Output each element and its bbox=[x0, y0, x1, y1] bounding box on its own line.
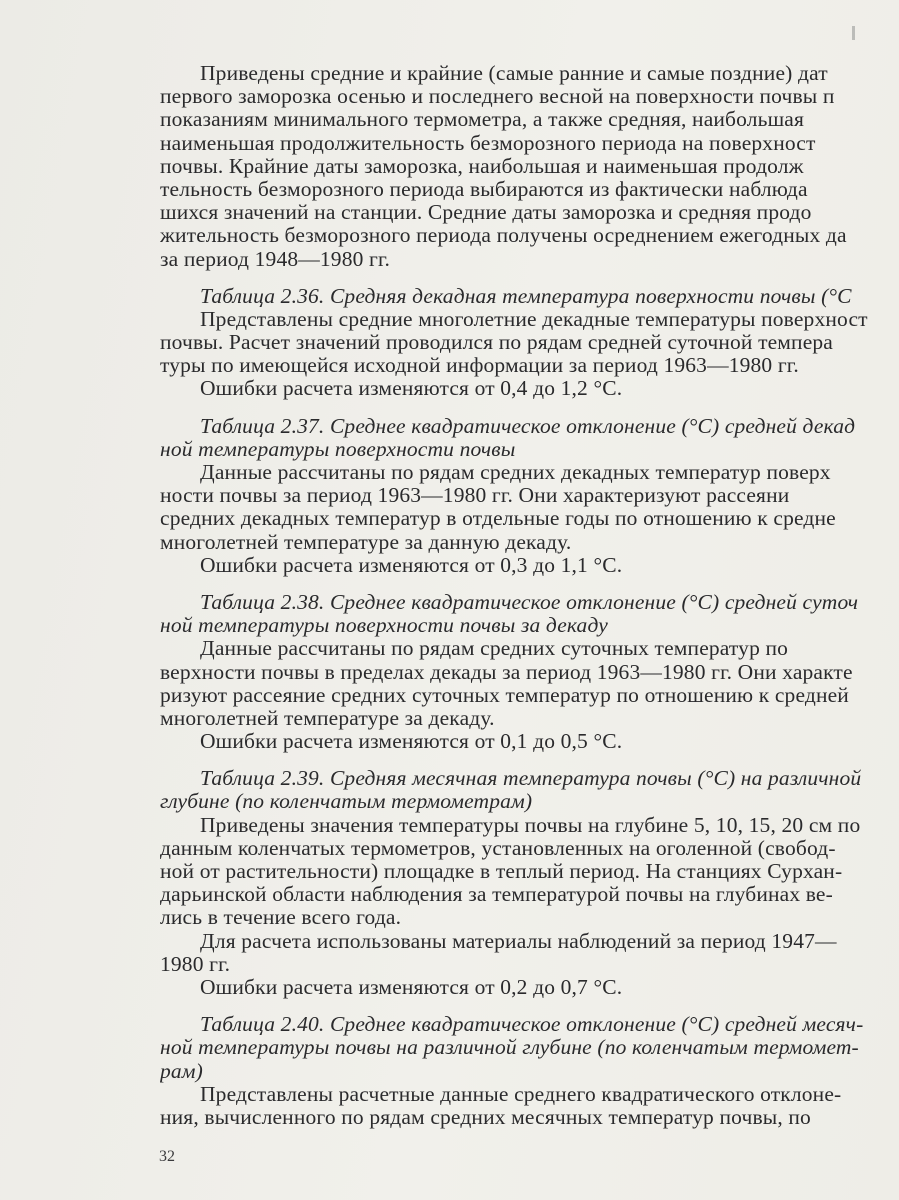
text-line: многолетней температуре за данную декаду. bbox=[160, 529, 572, 554]
table-caption bbox=[160, 415, 899, 461]
caption-line: ной температуры поверхности почвы bbox=[160, 436, 516, 461]
paragraph-gap bbox=[160, 999, 899, 1013]
table-caption bbox=[160, 767, 899, 813]
body-paragraph bbox=[160, 461, 899, 577]
caption-line: Таблица 2.38. Среднее квадратическое отклонение (°С) средней суточ bbox=[200, 589, 859, 614]
text-line: Представлены средние многолетние декадные температуры поверхност bbox=[200, 306, 868, 331]
text-line: дарьинской области наблюдения за температурой почвы на глубинах ве- bbox=[160, 882, 833, 907]
caption-line: ной температуры почвы на различной глубине (по коленчатым термомет- bbox=[160, 1035, 859, 1060]
text-line: Ошибки расчета изменяются от 0,2 до 0,7 °С. bbox=[200, 974, 623, 999]
text-line: лись в течение всего года. bbox=[160, 905, 402, 930]
page-number: 32 bbox=[159, 1148, 175, 1165]
text-line: туры по имеющейся исходной информации за период 1963—1980 гг. bbox=[160, 353, 799, 378]
caption-line: Таблица 2.37. Среднее квадратическое отклонение (°С) средней декад bbox=[200, 413, 856, 438]
scan-edge-mark bbox=[852, 26, 855, 40]
text-line: почвы. Расчет значений проводился по рядам средней суточной темпера bbox=[160, 330, 834, 355]
text-line: жительность безморозного периода получены осреднением ежегодных да bbox=[160, 223, 847, 248]
paragraph-gap bbox=[160, 271, 899, 285]
text-line: средних декадных температур в отдельные годы по отношению к средне bbox=[160, 506, 836, 531]
text-line: Ошибки расчета изменяются от 0,1 до 0,5 °С. bbox=[200, 729, 623, 754]
caption-line: глубине (по коленчатым термометрам) bbox=[160, 789, 533, 814]
text-line: ризуют рассеяние средних суточных температур по отношению к средней bbox=[160, 682, 849, 707]
text-line: Данные рассчитаны по рядам средних суточных температур по bbox=[200, 636, 789, 661]
caption-line: Таблица 2.36. Средняя декадная температура поверхности почвы (°С bbox=[200, 283, 852, 308]
text-line: верхности почвы в пределах декады за период 1963—1980 гг. Они характе bbox=[160, 659, 853, 684]
paragraph-gap bbox=[160, 753, 899, 767]
page-text-column bbox=[160, 62, 899, 1129]
text-line: Ошибки расчета изменяются от 0,3 до 1,1 °С. bbox=[200, 552, 623, 577]
text-line: Приведены значения температуры почвы на глубине 5, 10, 15, 20 см по bbox=[200, 812, 861, 837]
text-line: Для расчета использованы материалы наблюдений за период 1947— bbox=[200, 928, 837, 953]
paragraph-gap bbox=[160, 401, 899, 415]
body-paragraph bbox=[160, 1083, 899, 1129]
text-line: шихся значений на станции. Средние даты заморозка и средняя продо bbox=[160, 200, 812, 225]
text-line: Ошибки расчета изменяются от 0,4 до 1,2 °С. bbox=[200, 376, 623, 401]
text-line: ной от растительности) площадке в теплый период. На станциях Сурхан- bbox=[160, 859, 843, 883]
text-line: Приведены средние и крайние (самые ранние и самые поздние) дат bbox=[200, 62, 828, 85]
caption-line: Таблица 2.39. Средняя месячная температура почвы (°С) на различной bbox=[200, 766, 862, 791]
caption-line: рам) bbox=[160, 1058, 203, 1083]
text-line: ния, вычисленного по рядам средних месячных температур почвы, по bbox=[160, 1104, 811, 1129]
text-line: 1980 гг. bbox=[160, 951, 231, 976]
paragraph-gap bbox=[160, 577, 899, 591]
text-line: показаниям минимального термометра, а также средняя, наибольшая bbox=[160, 107, 805, 132]
text-line: первого заморозка осенью и последнего весной на поверхности почвы п bbox=[160, 84, 835, 109]
text-line: ности почвы за период 1963—1980 гг. Они характеризуют рассеяни bbox=[160, 483, 790, 508]
table-caption bbox=[160, 1013, 899, 1083]
text-line: Данные рассчитаны по рядам средних декадных температур поверх bbox=[200, 460, 831, 484]
table-caption bbox=[160, 591, 899, 637]
text-line: тельность безморозного периода выбираются из фактически наблюда bbox=[160, 176, 808, 201]
text-line: за период 1948—1980 гг. bbox=[160, 246, 391, 271]
table-caption bbox=[160, 285, 899, 308]
body-paragraph bbox=[160, 814, 899, 1000]
text-line: данным коленчатых термометров, установленных на оголенной (свобод- bbox=[160, 835, 836, 860]
text-line: многолетней температуре за декаду. bbox=[160, 705, 495, 730]
text-line: почвы. Крайние даты заморозка, наибольшая и наименьшая продолж bbox=[160, 153, 804, 178]
body-paragraph bbox=[160, 62, 899, 271]
text-line: Представлены расчетные данные среднего квадратического отклоне- bbox=[200, 1081, 842, 1106]
caption-line: ной температуры поверхности почвы за декаду bbox=[160, 613, 608, 638]
text-line: наименьшая продолжительность безморозного периода на поверхност bbox=[160, 130, 816, 155]
caption-line: Таблица 2.40. Среднее квадратическое отклонение (°С) средней месяч- bbox=[200, 1012, 864, 1037]
body-paragraph bbox=[160, 308, 899, 401]
body-paragraph bbox=[160, 637, 899, 753]
